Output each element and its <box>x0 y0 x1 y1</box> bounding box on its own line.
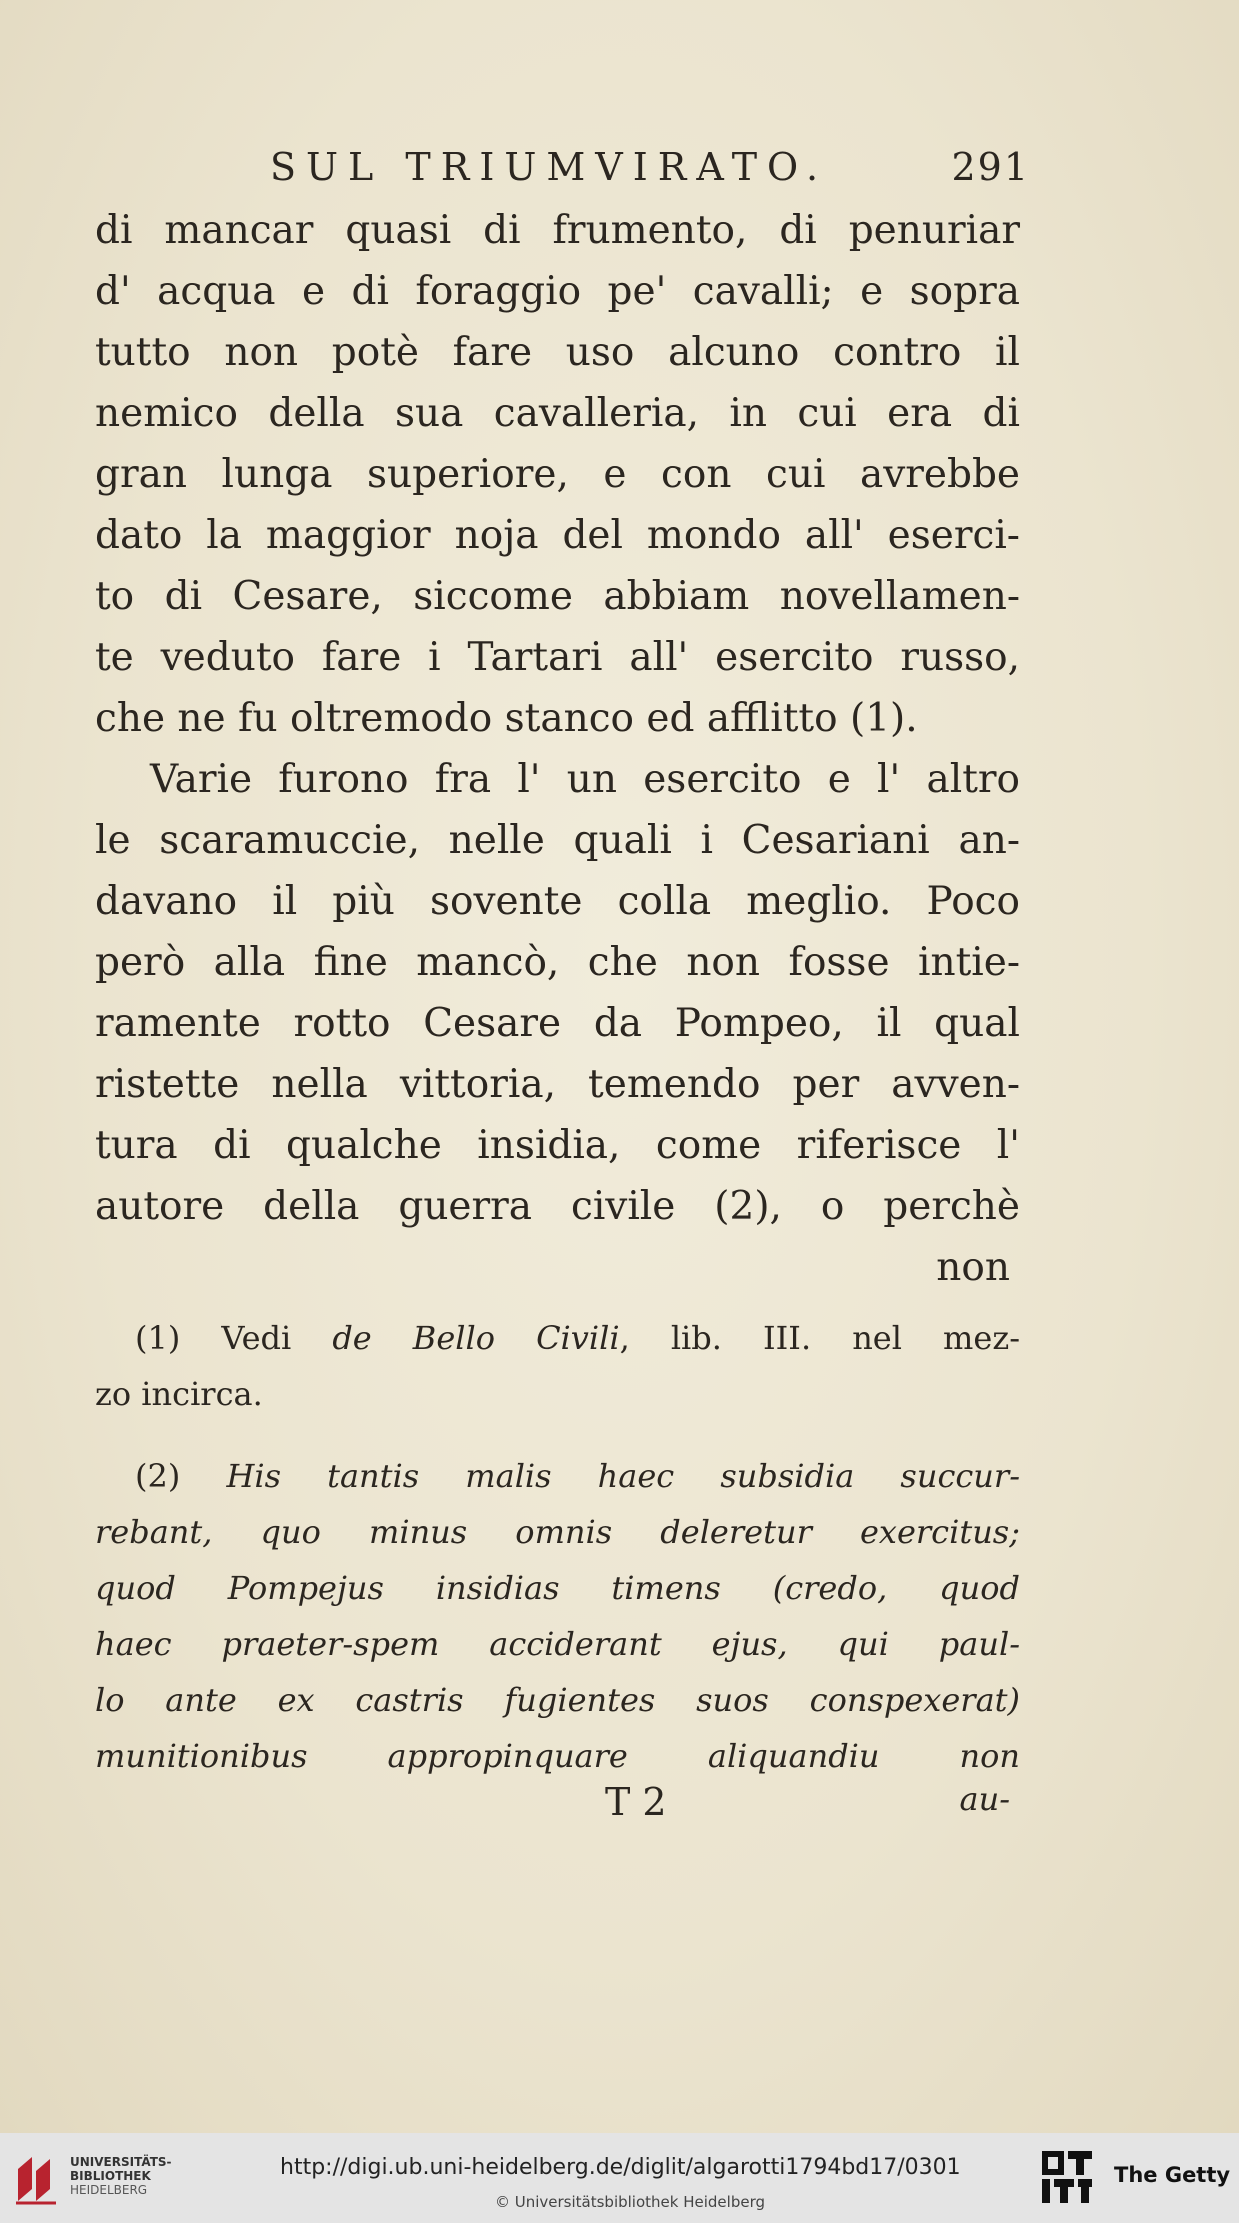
running-head-title: SUL TRIUMVIRATO. <box>270 145 829 189</box>
text-line: autore della guerra civile (2), o perchè <box>95 1184 1020 1229</box>
text-line: gran lunga superiore, e con cui avrebbe <box>95 452 1020 497</box>
footnote-2-prefix: (2) <box>135 1457 227 1495</box>
footnote-2-line: munitionibus appropinquare aliquandiu non <box>95 1737 1020 1775</box>
library-name <box>70 2155 172 2197</box>
text-line: tura di qualche insidia, come riferisce l' <box>95 1123 1020 1168</box>
main-text <box>95 200 1020 1298</box>
footnote-2-text: His tantis malis haec subsidia succur- <box>226 1457 1021 1495</box>
text-line: tutto non potè fare uso alcuno contro il <box>95 330 1020 375</box>
text-line: ramente rotto Cesare da Pompeo, il qual <box>95 1001 1020 1046</box>
text-line: to di Cesare, siccome abbiam novellamen- <box>95 574 1020 619</box>
catchword: au- <box>959 1780 1010 1818</box>
page-number: 291 <box>951 145 1030 189</box>
text-line: te veduto fare i Tartari all' esercito russo, <box>95 635 1020 680</box>
text-line: di mancar quasi di frumento, di penuriar <box>95 208 1020 253</box>
copyright-notice: © Universitätsbibliothek Heidelberg <box>494 2193 765 2211</box>
partner-name: The Getty <box>1114 2163 1231 2187</box>
signature-mark: T 2 <box>605 1780 667 1824</box>
footnote-1-suffix: , lib. III. nel mez- <box>619 1319 1021 1357</box>
running-head <box>270 145 1030 195</box>
footnote-2-line: lo ante ex castris fugientes suos conspexerat) <box>95 1681 1020 1719</box>
footnote-2-line: quod Pompejus insidias timens (credo, quod <box>95 1569 1020 1607</box>
text-line: d' acqua e di foraggio pe' cavalli; e sopra <box>95 269 1020 314</box>
getty-logo-icon[interactable] <box>1040 2149 1096 2207</box>
footnote-1-line: zo incirca. <box>95 1375 263 1413</box>
catchword-non: non <box>936 1245 1010 1290</box>
footnotes <box>95 1310 1020 1784</box>
text-line: però alla fine mancò, che non fosse intie- <box>95 940 1020 985</box>
footnote-2-line: haec praeter-spem acciderant ejus, qui paul- <box>95 1625 1020 1663</box>
text-line: davano il più sovente colla meglio. Poco <box>95 879 1020 924</box>
signature-line <box>600 1780 1020 1830</box>
footnote-1-line <box>95 1310 1020 1366</box>
footnote-1-prefix: (1) Vedi <box>135 1319 333 1357</box>
footnote-2-line: rebant, quo minus omnis deleretur exercitus; <box>95 1513 1020 1551</box>
viewer-footer <box>0 2133 1239 2223</box>
text-line: Varie furono fra l' un esercito e l' altro <box>150 757 1020 802</box>
library-name-line: BIBLIOTHEK <box>70 2169 151 2183</box>
library-name-line: HEIDELBERG <box>70 2183 148 2197</box>
permalink-url[interactable]: http://digi.ub.uni-heidelberg.de/diglit/algarotti1794bd17/0301 <box>280 2155 961 2180</box>
text-line: nemico della sua cavalleria, in cui era di <box>95 391 1020 436</box>
text-line: le scaramuccie, nelle quali i Cesariani an- <box>95 818 1020 863</box>
text-line: dato la maggior noja del mondo all' eserci- <box>95 513 1020 558</box>
heidelberg-logo-icon[interactable] <box>12 2151 62 2207</box>
text-line: ristette nella vittoria, temendo per avven- <box>95 1062 1020 1107</box>
footnote-1-title: de Bello Civili <box>332 1319 620 1357</box>
footnote-2-line <box>95 1448 1020 1504</box>
text-line: che ne fu oltremodo stanco ed afflitto (1). <box>95 696 918 741</box>
library-name-line: UNIVERSITÄTS- <box>70 2155 172 2169</box>
